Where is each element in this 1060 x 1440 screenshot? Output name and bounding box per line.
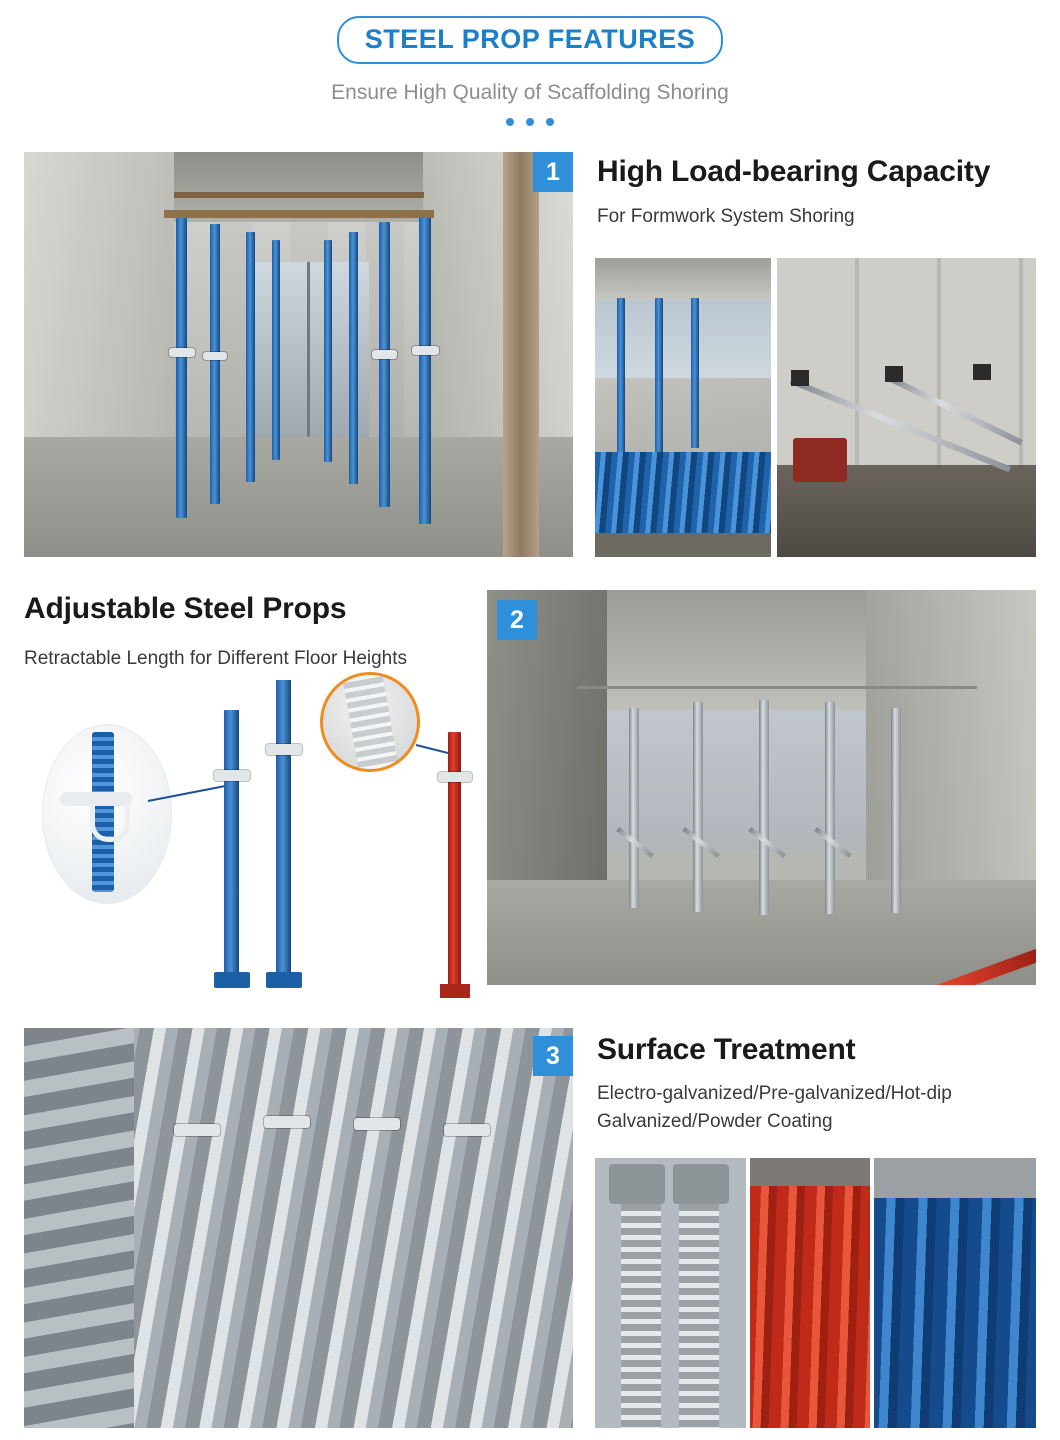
thread-tube [621,1192,661,1428]
prop-handle-nut [174,1124,220,1136]
steel-prop [210,224,220,504]
far-window-mullion [307,262,310,437]
section-2-illustration [24,672,484,1012]
base-plates-stack [24,1028,134,1428]
page-subtitle: Ensure High Quality of Scaffolding Shoring [331,81,729,104]
section-3-thumb-2 [750,1158,870,1428]
timber-beam [174,192,424,198]
dot-icon [526,118,534,126]
base-plate [673,1164,729,1204]
steel-prop [176,218,187,518]
section-3-badge: 3 [533,1036,573,1076]
steel-prop [272,240,280,460]
steel-prop [324,240,332,462]
prop-handle-nut [354,1118,400,1130]
prop-handle-nut [412,346,439,355]
prop-base-plate [440,984,470,998]
section-1-thumb-2 [777,258,1036,557]
background-wall [874,1158,1036,1198]
prop-handle-nut [266,744,302,755]
prop-handle-nut [203,352,227,360]
blue-prop-short [224,710,239,980]
section-1-badge: 1 [533,152,573,192]
decorative-dots [0,118,1060,126]
anchor-plate [885,366,903,382]
steel-prop [891,708,901,913]
section-3-thumb-3 [874,1158,1036,1428]
prop-base-plate [266,972,302,988]
section-1-thumb-1 [595,258,771,557]
section-2-main-photo [487,590,1036,985]
steel-prop [655,298,663,463]
blue-props [874,1158,1036,1428]
page-title: STEEL PROP FEATURES [337,16,724,64]
dot-icon [506,118,514,126]
handle-pin-closeup [90,804,130,842]
prop-handle-nut [372,350,397,359]
concrete-column [503,152,539,557]
prop-handle-nut [264,1116,310,1128]
section-2-subtitle: Retractable Length for Different Floor Heights [24,648,408,669]
section-3-main-photo [24,1028,573,1428]
steel-prop [617,298,625,458]
thread-tube [679,1192,719,1428]
steel-prop [419,214,431,524]
steel-prop [825,702,835,914]
steel-prop [691,298,699,448]
base-plate [609,1164,665,1204]
anchor-plate [973,364,991,380]
red-prop [448,732,461,992]
section-1-title: High Load-bearing Capacity [597,155,991,188]
slab [595,258,771,300]
section-3-thumb-1 [595,1158,746,1428]
blue-prop-tall [276,680,291,980]
prop-ends [750,1158,870,1186]
section-2-badge: 2 [497,600,537,640]
steel-prop [693,702,703,912]
thread-tube [342,672,401,772]
page-header [0,0,1060,126]
rebar-row [577,686,977,689]
section-1-subtitle: For Formwork System Shoring [597,206,855,227]
floor [24,437,573,557]
section-3-subtitle: Electro-galvanized/Pre-galvanized/Hot-dip Galvanized/Powder Coating [597,1083,952,1132]
thread-detail-circle [320,672,420,772]
prop-base-plate [214,972,250,988]
section-2-title: Adjustable Steel Props [24,592,347,625]
prop-handle-nut [444,1124,490,1136]
section-3-title: Surface Treatment [597,1033,856,1066]
steel-prop [629,708,639,908]
red-props [750,1158,870,1428]
steel-prop [246,232,255,482]
prop-handle-nut [438,772,472,782]
prop-handle-nut [169,348,195,357]
ground [595,533,771,557]
section-1-main-photo [24,152,573,557]
prop-handle-nut [214,770,250,781]
steel-prop [349,232,358,484]
dot-icon [546,118,554,126]
steel-prop [759,700,769,915]
steel-prop [379,222,390,507]
timber-beam [164,210,434,218]
machine [793,438,847,482]
anchor-plate [791,370,809,386]
